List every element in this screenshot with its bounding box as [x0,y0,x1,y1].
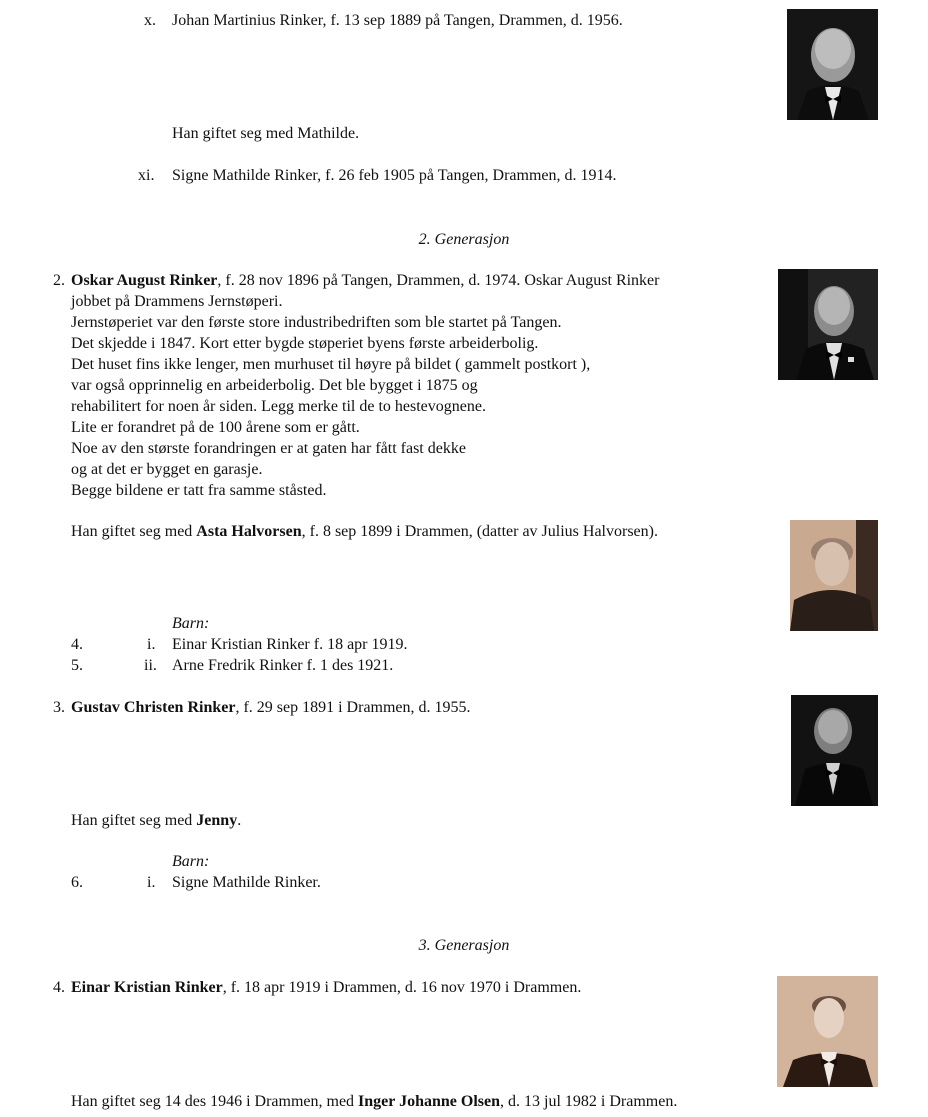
portrait-photo [791,695,878,806]
child-text: Einar Kristian Rinker f. 18 apr 1919. [172,636,408,653]
spouse-name: Jenny [196,812,238,829]
portrait-man-icon [778,269,878,380]
children-label: Barn: [172,615,210,632]
bio-line: Begge bildene er tatt fra samme ståsted. [71,482,327,499]
person-line [71,977,581,998]
person-name: Gustav Christen Rinker [71,699,236,716]
generation-heading: 3. Generasjon [418,937,510,954]
person-details: , f. 28 nov 1896 på Tangen, Drammen, d. 1974. Oskar August Rinker [217,272,660,289]
bio-line: Noe av den største forandringen er at gaten har fått fast dekke [71,440,466,457]
person-details: , f. 18 apr 1919 i Drammen, d. 16 nov 1970 i Drammen. [222,979,582,996]
portrait-man-icon [777,976,878,1087]
child-ref: 4. [71,636,83,653]
person-name: Oskar August Rinker [71,272,218,289]
entry-text: Signe Mathilde Rinker, f. 26 feb 1905 på Tangen, Drammen, d. 1914. [172,167,617,184]
spouse-details: . [237,812,242,829]
portrait-woman-icon [790,520,878,631]
bio-line: Jernstøperiet var den første store industribedriften som ble startet på Tangen. [71,314,562,331]
child-roman: i. [147,874,156,891]
generation-heading: 2. Generasjon [418,231,510,248]
bio-line: var også opprinnelig en arbeiderbolig. Det ble bygget i 1875 og [71,377,478,394]
portrait-photo [778,269,878,380]
child-ref: 6. [71,874,83,891]
person-number: 2. [53,272,65,289]
bio-line: rehabilitert for noen år siden. Legg merke til de to hestevognene. [71,398,486,415]
spouse-line [71,810,241,831]
person-details: , f. 29 sep 1891 i Drammen, d. 1955. [235,699,471,716]
entry-number: xi. [138,167,155,184]
portrait-photo [777,976,878,1087]
bio-line: jobbet på Drammens Jernstøperi. [71,293,283,310]
person-name: Einar Kristian Rinker [71,979,223,996]
spouse-prefix: Han giftet seg med [71,523,197,540]
person-line [71,697,471,718]
child-text: Arne Fredrik Rinker f. 1 des 1921. [172,657,394,674]
portrait-man-icon [787,9,878,120]
bio-line: Lite er forandret på de 100 årene som er gått. [71,419,360,436]
child-ref: 5. [71,657,83,674]
spouse-prefix: Han giftet seg med [71,812,197,829]
entry-number: x. [144,12,156,29]
bio-line: og at det er bygget en garasje. [71,461,263,478]
portrait-photo [787,9,878,120]
person-number: 3. [53,699,65,716]
child-roman: i. [147,636,156,653]
bio-line: Det skjedde i 1847. Kort etter bygde støperiet byens første arbeiderbolig. [71,335,539,352]
portrait-man-icon [791,695,878,806]
bio-line: Det huset fins ikke lenger, men murhuset til høyre på bildet ( gammelt postkort ), [71,356,591,373]
person-number: 4. [53,979,65,996]
child-text: Signe Mathilde Rinker. [172,874,321,891]
child-roman: ii. [144,657,157,674]
spouse-prefix: Han giftet seg 14 des 1946 i Drammen, med [71,1093,359,1110]
portrait-photo [790,520,878,631]
entry-text: Johan Martinius Rinker, f. 13 sep 1889 på Tangen, Drammen, d. 1956. [172,12,623,29]
person-line [71,270,659,291]
spouse-line [71,521,658,542]
spouse-name: Asta Halvorsen [196,523,302,540]
spouse-details: , d. 13 jul 1982 i Drammen. [500,1093,678,1110]
spouse-line: Han giftet seg med Mathilde. [172,125,360,142]
spouse-details: , f. 8 sep 1899 i Drammen, (datter av Julius Halvorsen). [301,523,658,540]
spouse-line [71,1091,677,1112]
children-label: Barn: [172,853,210,870]
spouse-name: Inger Johanne Olsen [358,1093,500,1110]
